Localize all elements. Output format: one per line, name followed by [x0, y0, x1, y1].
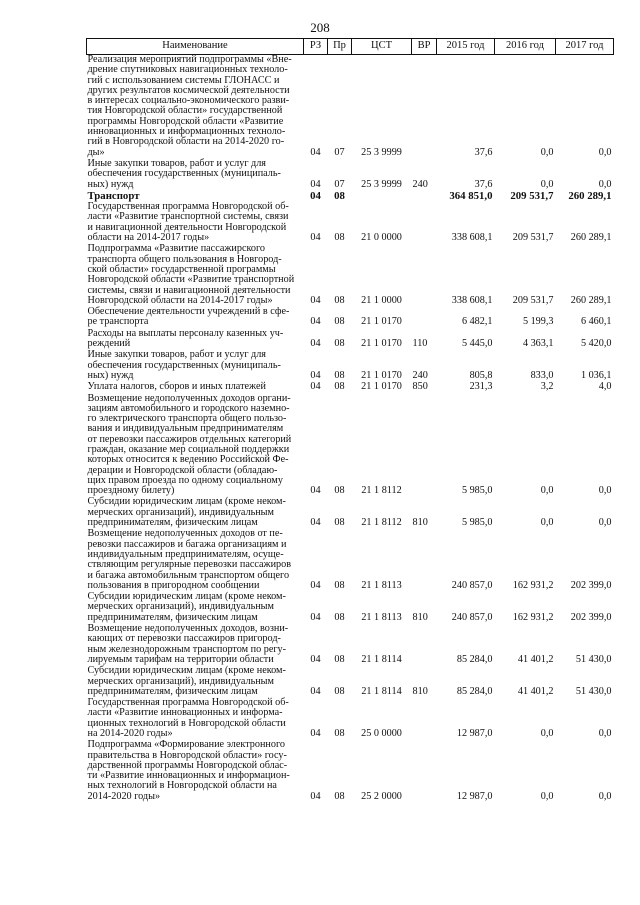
cell-y2016: 209 531,7: [512, 294, 554, 306]
cell-pr: 08: [334, 294, 345, 306]
header-rz: РЗ: [304, 39, 328, 55]
cell-rz: 04: [310, 653, 321, 665]
cell-y2015: 364 851,0: [449, 189, 493, 202]
table-row: [87, 382, 614, 393]
cell-y2015: 85 284,0: [456, 685, 493, 697]
cell-y2016: 5 199,3: [522, 316, 554, 328]
cell-vr: [412, 244, 437, 307]
cell-cst: 25 0 0000: [361, 728, 402, 739]
cell-y2016: 209 531,7: [512, 232, 554, 244]
table-body: [87, 55, 614, 804]
cell-pr: 08: [334, 517, 345, 529]
cell-y2016: 3,2: [540, 381, 554, 393]
cell-y2017: 51 430,0: [575, 653, 612, 665]
cell-y2017: 51 430,0: [575, 685, 612, 697]
cell-y2017: 5 420,0: [580, 338, 612, 350]
cell-y2017: 260 289,1: [570, 294, 612, 306]
cell-pr: 08: [334, 611, 345, 623]
cell-cst: 21 1 8114: [361, 653, 402, 665]
cell-vr: [412, 624, 437, 666]
cell-vr: [412, 394, 437, 498]
cell-cst: 21 1 0170: [361, 369, 402, 381]
cell-cst: 21 1 8112: [361, 485, 402, 497]
table-row: [87, 592, 614, 624]
cell-cst: 25 3 9999: [361, 146, 402, 158]
cell-name: Обеспечение деятельности учреждений в сфе- ре транспорта: [87, 306, 290, 328]
cell-y2016: 209 531,7: [510, 189, 554, 202]
cell-rz: 04: [310, 790, 321, 802]
cell-vr: 110: [412, 338, 428, 350]
cell-pr: 08: [334, 338, 345, 350]
header-2015: 2015 год: [437, 39, 495, 55]
cell-pr: 08: [334, 485, 345, 497]
table-row: [87, 307, 614, 329]
cell-y2015: 805,8: [469, 369, 493, 381]
cell-y2017: 0,0: [598, 517, 612, 529]
cell-y2017: 6 460,1: [580, 316, 612, 328]
table-header-row: [87, 39, 614, 55]
cell-pr: 08: [334, 189, 345, 202]
cell-vr: [412, 740, 437, 803]
cell-vr: [412, 529, 437, 592]
header-cst: ЦСТ: [352, 39, 412, 55]
cell-name: Расходы на выплаты персоналу казенных уч- реждений: [87, 327, 284, 350]
cell-y2017: 4,0: [598, 381, 612, 393]
cell-vr: [412, 698, 437, 740]
cell-vr: 810: [412, 517, 428, 529]
cell-name: Иные закупки товаров, работ и услуг для обеспечения государственных (муниципаль- ных) нужд: [87, 349, 281, 381]
header-2017: 2017 год: [556, 39, 614, 55]
cell-vr: 240: [412, 369, 428, 381]
cell-y2017: 260 289,1: [568, 189, 612, 202]
cell-y2016: 162 931,2: [512, 611, 554, 623]
cell-name: Субсидии юридическим лицам (кроме неком- мерческих организаций), индивидуальным предпринимателям, физическим лицам: [87, 665, 286, 697]
cell-pr: 08: [334, 653, 345, 665]
cell-y2016: 41 401,2: [517, 653, 554, 665]
cell-y2015: 338 608,1: [451, 232, 493, 244]
cell-rz: 04: [310, 316, 321, 328]
cell-pr: 08: [334, 579, 345, 591]
cell-y2015: 338 608,1: [451, 294, 493, 306]
cell-vr: [412, 55, 437, 159]
table-row: [87, 55, 614, 159]
cell-cst: 21 1 0170: [361, 381, 402, 393]
cell-y2015: 37,6: [474, 146, 493, 158]
cell-name: Иные закупки товаров, работ и услуг для обеспечения государственных (муниципаль- ных) нужд: [87, 157, 281, 190]
cell-y2016: 833,0: [530, 369, 554, 381]
table-row: [87, 394, 614, 498]
cell-rz: 04: [310, 485, 321, 497]
cell-cst: 21 1 0170: [361, 338, 402, 350]
cell-y2015: 12 987,0: [456, 728, 493, 739]
cell-pr: 07: [334, 146, 345, 158]
header-pr: Пр: [328, 39, 352, 55]
cell-y2017: 0,0: [598, 485, 612, 497]
cell-cst: 21 1 8114: [361, 685, 402, 697]
cell-pr: 08: [334, 790, 345, 802]
cell-rz: 04: [310, 232, 321, 244]
cell-y2017: 260 289,1: [570, 232, 612, 244]
cell-pr: 08: [334, 369, 345, 381]
cell-vr: 810: [412, 685, 428, 697]
cell-y2017: 0,0: [598, 178, 612, 190]
cell-y2017: 0,0: [598, 146, 612, 158]
header-vr: ВР: [412, 39, 437, 55]
table-row: [87, 740, 614, 803]
cell-rz: 04: [310, 381, 321, 393]
cell-y2016: 41 401,2: [517, 685, 554, 697]
cell-y2017: 202 399,0: [570, 579, 612, 591]
cell-name: Субсидии юридическим лицам (кроме неком- мерческих организаций), индивидуальным предпринимателям, физическим лицам: [87, 496, 286, 529]
cell-pr: 08: [334, 232, 345, 244]
cell-y2016: 0,0: [540, 517, 554, 529]
cell-y2016: 4 363,1: [522, 338, 554, 350]
cell-rz: 04: [310, 146, 321, 158]
budget-table: [86, 38, 614, 803]
cell-cst: 21 1 8113: [361, 579, 402, 591]
cell-y2017: 0,0: [598, 728, 612, 739]
cell-y2017: 1 036,1: [580, 369, 612, 381]
cell-pr: 08: [334, 728, 345, 739]
table-row: [87, 329, 614, 351]
cell-rz: 04: [310, 369, 321, 381]
cell-rz: 04: [310, 338, 321, 350]
cell-cst: 25 3 9999: [361, 178, 402, 190]
cell-vr: [412, 191, 437, 202]
cell-rz: 04: [310, 189, 321, 202]
cell-y2017: 0,0: [598, 790, 612, 802]
cell-y2017: 202 399,0: [570, 611, 612, 623]
cell-y2016: 0,0: [540, 485, 554, 497]
table-row: [87, 666, 614, 698]
cell-cst: 21 1 0170: [361, 316, 402, 328]
cell-y2016: 0,0: [540, 178, 554, 190]
cell-name: Возмещение недополученных доходов от пе- ревозки пассажиров и багажа организациям и индивидуальным предпринимателям, осуще- ствляющим регулярные перевозки пассажиров и багажа автомобильным транспортом общего пользования в пригородном сообщении: [87, 528, 292, 591]
table-row: [87, 497, 614, 529]
table-row: [87, 159, 614, 191]
table-row: [87, 698, 614, 740]
table-row: [87, 624, 614, 666]
cell-y2016: 0,0: [540, 146, 554, 158]
table-row: [87, 350, 614, 382]
cell-name: Транспорт: [87, 189, 140, 202]
cell-y2015: 5 985,0: [461, 517, 493, 529]
cell-y2015: 85 284,0: [456, 653, 493, 665]
cell-rz: 04: [310, 611, 321, 623]
cell-rz: 04: [310, 294, 321, 306]
cell-vr: 240: [412, 178, 428, 190]
table-row: [87, 202, 614, 244]
cell-y2015: 5 445,0: [461, 338, 493, 350]
cell-cst: 25 2 0000: [361, 790, 402, 802]
cell-rz: 04: [310, 517, 321, 529]
table-row: [87, 244, 614, 307]
cell-name: Уплата налогов, сборов и иных платежей: [87, 381, 266, 393]
cell-cst: 21 1 0000: [361, 294, 402, 306]
cell-vr: [412, 307, 437, 329]
cell-rz: 04: [310, 178, 321, 190]
cell-vr: [412, 202, 437, 244]
cell-y2016: 162 931,2: [512, 579, 554, 591]
cell-pr: 08: [334, 316, 345, 328]
header-2016: 2016 год: [495, 39, 556, 55]
page-number: 208: [310, 20, 330, 35]
cell-rz: 04: [310, 728, 321, 739]
cell-cst: 21 1 8112: [361, 517, 402, 529]
cell-y2015: 240 857,0: [451, 579, 493, 591]
cell-name: Субсидии юридическим лицам (кроме неком- мерческих организаций), индивидуальным предпринимателям, физическим лицам: [87, 591, 286, 623]
cell-name: Подпрограмма «Развитие пассажирского транспорта общего пользования в Новгород- ской области» государственной программы Новгородской области «Развитие транспортной системы, связи и навигационной деятельности Новгородской области на 2014-2017 годы»: [87, 243, 295, 306]
cell-name: Государственная программа Новгородской об- ласти «Развитие транспортной системы, связи и навигационной деятельности Новгородской области на 2014-2017 годы»: [87, 201, 289, 244]
cell-y2015: 37,6: [474, 178, 493, 190]
cell-cst: 21 1 8113: [361, 611, 402, 623]
cell-y2015: 6 482,1: [461, 316, 493, 328]
cell-vr: 810: [412, 611, 428, 623]
cell-name: Возмещение недополученных доходов органи- зациям автомобильного и городского наземно- го электрического транспорта общего пользо- вания и индивидуальным предпринимателям от перевозки пассажиров отдельных категорий граждан, оказание мер социальной поддержки которых относится к ведению Российской Фе- дерации и Новгородской области (обладаю- щих правом проезда по одному социальному проездному билету): [87, 392, 292, 497]
cell-name: Подпрограмма «Формирование электронного правительства в Новгородской области» госу- дарственной программы Новгородской облас- ти «Развитие инновационных и информацион- ных технологий в Новгородской области на 2014-2020 годы»: [87, 739, 290, 802]
cell-y2015: 5 985,0: [461, 485, 493, 497]
cell-cst: [352, 191, 412, 202]
cell-name: Реализация мероприятий подпрограммы «Вне- дрение спутниковых навигационных техноло- гий с использованием системы ГЛОНАСС и других результатов космической деятельности в интересах социально-экономического разви- тия Новгородской области» государственной программы Новгородской области «Развитие инновационных и информационных техноло- гий в Новгородской области на 2014-2020 го- ды»: [87, 54, 292, 158]
header-name: Наименование: [87, 39, 304, 55]
cell-pr: 07: [334, 178, 345, 190]
cell-cst: 21 0 0000: [361, 232, 402, 244]
cell-pr: 08: [334, 381, 345, 393]
cell-pr: 08: [334, 685, 345, 697]
cell-name: Государственная программа Новгородской об- ласти «Развитие инновационных и информа- ционных технологий в Новгородской области на 2014-2020 годы»: [87, 697, 289, 739]
cell-name: Возмещение недополученных доходов, возни- кающих от перевозки пассажиров пригород- ным железнодорожным транспортом по регу- лируемым тарифам на территории области: [87, 623, 289, 665]
cell-rz: 04: [310, 579, 321, 591]
cell-y2016: 0,0: [540, 790, 554, 802]
cell-y2015: 240 857,0: [451, 611, 493, 623]
table-row: [87, 529, 614, 592]
cell-y2015: 12 987,0: [456, 790, 493, 802]
cell-y2016: 0,0: [540, 728, 554, 739]
cell-vr: 850: [412, 381, 428, 393]
cell-y2015: 231,3: [469, 381, 493, 393]
cell-rz: 04: [310, 685, 321, 697]
